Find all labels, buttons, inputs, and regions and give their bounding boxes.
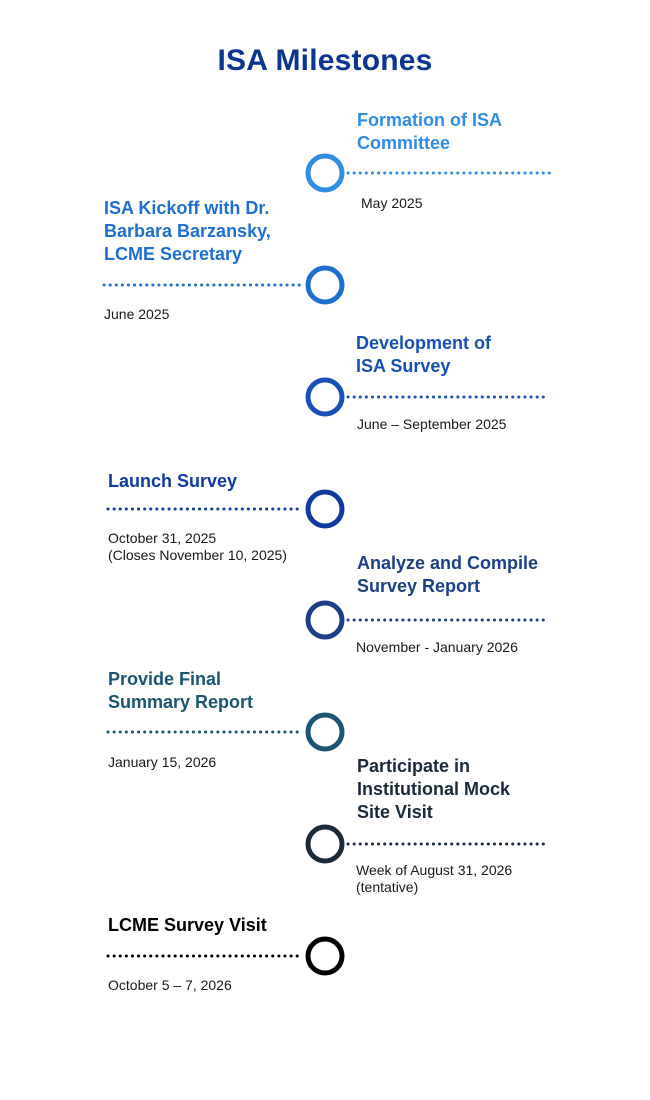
milestone-3-node <box>308 380 342 414</box>
milestone-1-date: May 2025 <box>361 195 423 211</box>
milestone-4-node <box>308 492 342 526</box>
milestone-7-node <box>308 827 342 861</box>
milestone-8-title: LCME Survey Visit <box>108 915 267 935</box>
milestone-1-title: Formation of ISA Committee <box>357 110 502 153</box>
milestone-6-node <box>308 715 342 749</box>
milestone-7-date: Week of August 31, 2026 (tentative) <box>356 862 513 895</box>
milestone-5-date: November - January 2026 <box>356 639 518 655</box>
milestone-2-date: June 2025 <box>104 306 170 322</box>
milestone-6-date: January 15, 2026 <box>108 754 217 770</box>
milestone-3-title: Development of ISA Survey <box>356 333 492 376</box>
page-title: ISA Milestones <box>217 44 433 77</box>
milestone-8-node <box>308 939 342 973</box>
milestone-5-node <box>308 603 342 637</box>
milestone-1-node <box>308 156 342 190</box>
milestone-4-date: October 31, 2025 (Closes November 10, 2025) <box>108 530 287 563</box>
milestone-5-title: Analyze and Compile Survey Report <box>357 553 539 596</box>
milestone-7-title: Participate in Institutional Mock Site Visit <box>357 756 510 822</box>
milestone-8-date: October 5 – 7, 2026 <box>108 977 232 993</box>
milestone-2-title: ISA Kickoff with Dr. Barbara Barzansky, LCME Secretary <box>104 198 271 264</box>
milestone-2-node <box>308 268 342 302</box>
milestone-3-date: June – September 2025 <box>357 416 507 432</box>
milestone-4-title: Launch Survey <box>108 471 238 491</box>
milestone-6-title: Provide Final Summary Report <box>108 669 254 712</box>
